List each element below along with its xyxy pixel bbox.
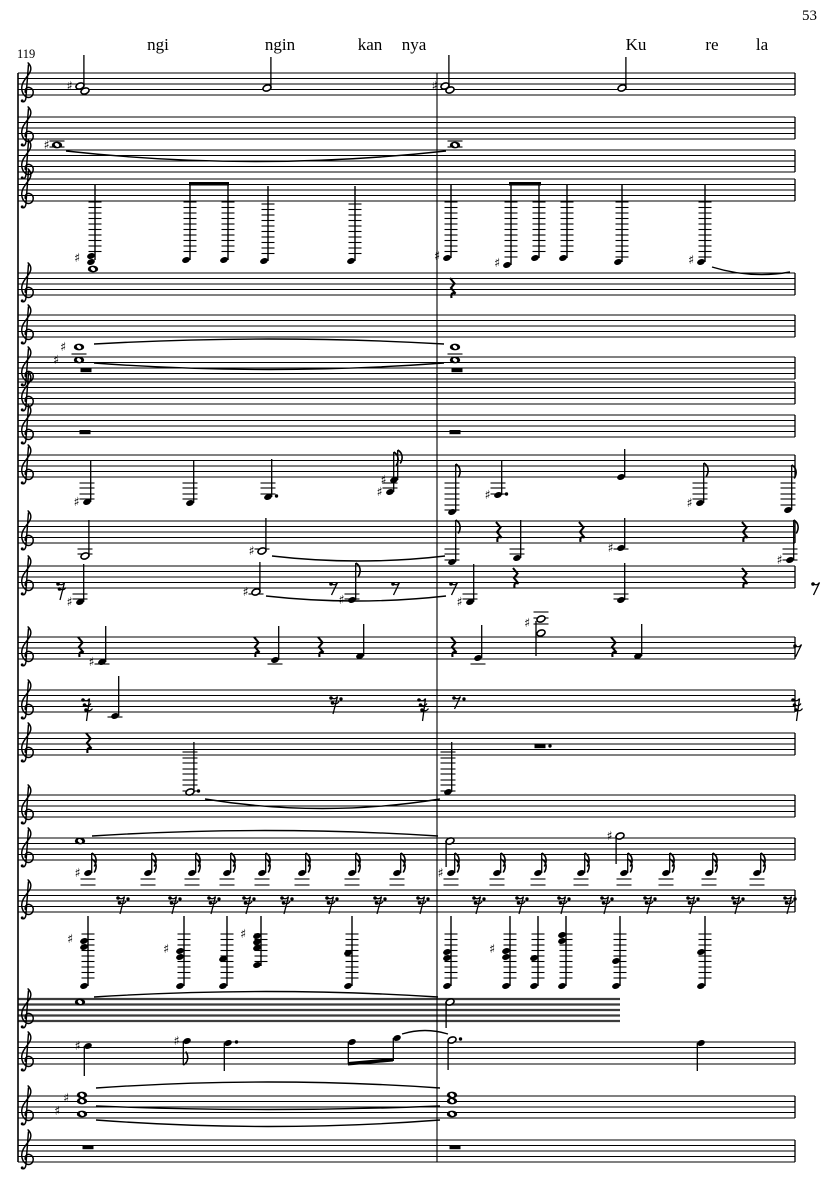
treble-clef-icon <box>21 785 33 824</box>
sharp-icon: ♯ <box>73 494 80 510</box>
augmentation-dot <box>459 1037 462 1040</box>
sharp-icon: ♯ <box>488 941 496 957</box>
augmentation-dot <box>696 897 699 900</box>
treble-clef-icon <box>21 556 33 595</box>
treble-clef-icon <box>21 107 33 146</box>
sharp-icon: ♯ <box>66 78 73 94</box>
treble-clef-icon <box>21 347 33 386</box>
lyric-syllable: ngin <box>264 35 296 54</box>
beam <box>189 182 229 186</box>
sharp-icon: ♯ <box>431 78 438 94</box>
sharp-icon: ♯ <box>59 339 67 355</box>
tie-slur <box>94 339 444 344</box>
sharp-icon: ♯ <box>776 552 783 568</box>
treble-clef-icon <box>21 723 33 762</box>
sharp-icon: ♯ <box>523 615 531 631</box>
lyric-syllable: Ku <box>625 35 647 54</box>
sharp-icon: ♯ <box>380 472 387 488</box>
sharp-icon: ♯ <box>62 1090 70 1106</box>
staff-8 <box>18 372 795 411</box>
sharp-icon: ♯ <box>376 484 383 500</box>
staff-6 <box>18 305 795 344</box>
augmentation-dot <box>178 897 181 900</box>
augmentation-dot <box>505 492 508 495</box>
sharp-icon: ♯ <box>53 1103 61 1119</box>
tie-slur <box>96 1082 440 1088</box>
sharp-icon: ♯ <box>74 865 81 881</box>
augmentation-dot <box>126 897 129 900</box>
augmentation-dot <box>482 897 485 900</box>
lyric-syllable: ngi <box>147 35 169 54</box>
augmentation-dot <box>383 897 386 900</box>
staff-11 <box>18 511 795 550</box>
augmentation-dot <box>525 897 528 900</box>
measure-number: 119 <box>17 47 36 61</box>
sharp-icon: ♯ <box>66 594 73 610</box>
treble-clef-icon <box>21 680 33 719</box>
treble-clef-icon <box>21 1032 33 1071</box>
treble-clef-icon <box>21 1130 33 1169</box>
sharp-icon: ♯ <box>493 255 501 271</box>
lyric-syllable: kan <box>357 35 383 54</box>
augmentation-dot <box>653 897 656 900</box>
sharp-icon: ♯ <box>248 543 255 559</box>
whole-rest <box>452 368 463 372</box>
sharp-icon: ♯ <box>242 584 249 600</box>
staff-9 <box>18 405 795 444</box>
treble-clef-icon <box>21 828 33 867</box>
sharp-icon: ♯ <box>173 1033 180 1049</box>
staff-15 <box>18 723 795 762</box>
augmentation-dot <box>217 897 220 900</box>
flag <box>704 463 708 477</box>
staff-22 <box>18 1130 795 1169</box>
treble-clef-icon <box>21 880 33 919</box>
staff-14 <box>18 680 795 719</box>
augmentation-dot <box>335 897 338 900</box>
augmentation-dot <box>793 897 796 900</box>
sharp-icon: ♯ <box>607 540 614 556</box>
whole-rest <box>450 1145 461 1149</box>
staff-7 <box>18 347 795 386</box>
lyric-syllable: nya <box>401 35 427 54</box>
whole-rest <box>80 430 91 434</box>
sharp-icon: ♯ <box>437 865 444 881</box>
staff-16 <box>18 785 795 824</box>
sharp-icon: ♯ <box>73 250 81 266</box>
note-head-open <box>536 615 546 623</box>
augmentation-dot <box>741 897 744 900</box>
sharp-icon: ♯ <box>239 926 247 942</box>
augmentation-dot <box>426 897 429 900</box>
augmentation-dot <box>610 897 613 900</box>
tie-slur <box>92 831 438 837</box>
augmentation-dot <box>462 697 465 700</box>
treble-clef-icon <box>21 989 33 1028</box>
treble-clef-icon <box>21 511 33 550</box>
staff-2 <box>18 107 795 146</box>
augmentation-dot <box>567 897 570 900</box>
augmentation-dot <box>197 789 200 792</box>
staff-5 <box>18 263 795 302</box>
staff-20 <box>18 1032 795 1071</box>
sharp-icon: ♯ <box>687 252 695 268</box>
staff-18 <box>18 880 795 919</box>
note-head-open <box>536 629 546 637</box>
sharp-icon: ♯ <box>606 828 613 844</box>
whole-rest <box>535 744 546 748</box>
sharp-icon: ♯ <box>338 592 345 608</box>
sharp-icon: ♯ <box>433 248 441 264</box>
treble-clef-icon <box>21 445 33 484</box>
sharp-icon: ♯ <box>456 594 463 610</box>
staff-4 <box>18 169 795 208</box>
treble-clef-icon <box>21 1086 33 1125</box>
treble-clef-icon <box>21 263 33 302</box>
tie-slur <box>96 1120 440 1127</box>
lyric-syllable: la <box>755 35 769 54</box>
sharp-icon: ♯ <box>43 137 50 153</box>
whole-rest <box>81 368 92 372</box>
sharp-icon: ♯ <box>686 495 693 511</box>
augmentation-dot <box>548 744 551 747</box>
sharp-icon: ♯ <box>162 941 170 957</box>
augmentation-dot <box>235 1040 238 1043</box>
sharp-icon: ♯ <box>484 487 491 503</box>
staff-12 <box>18 556 795 595</box>
sharp-icon: ♯ <box>74 1038 81 1054</box>
tie-slur <box>66 151 446 162</box>
sharp-icon: ♯ <box>88 654 95 670</box>
beam <box>509 182 541 186</box>
staff-1 <box>18 63 795 102</box>
staff-3 <box>18 140 795 179</box>
augmentation-dot <box>252 897 255 900</box>
page-number: 53 <box>802 8 817 24</box>
staff-19 <box>18 989 620 1028</box>
tie-slur <box>94 992 438 998</box>
whole-rest <box>450 430 461 434</box>
treble-clef-icon <box>21 305 33 344</box>
tie-slur <box>94 363 444 370</box>
tie-slur <box>402 1031 448 1035</box>
treble-clef-icon <box>21 627 33 666</box>
tie-slur <box>272 556 445 561</box>
lyric-syllable: re <box>705 35 719 54</box>
staff-layer <box>18 63 795 1169</box>
augmentation-dot <box>290 897 293 900</box>
whole-rest <box>83 1145 94 1149</box>
staff-13 <box>18 627 795 666</box>
augmentation-dot <box>339 697 342 700</box>
treble-clef-icon <box>21 63 33 102</box>
sharp-icon: ♯ <box>66 931 74 947</box>
flag <box>356 563 360 577</box>
staff-10 <box>18 445 795 484</box>
notation-layer <box>43 55 819 1149</box>
augmentation-dot <box>275 494 278 497</box>
staff-21 <box>18 1086 795 1125</box>
sharp-icon: ♯ <box>52 352 60 368</box>
